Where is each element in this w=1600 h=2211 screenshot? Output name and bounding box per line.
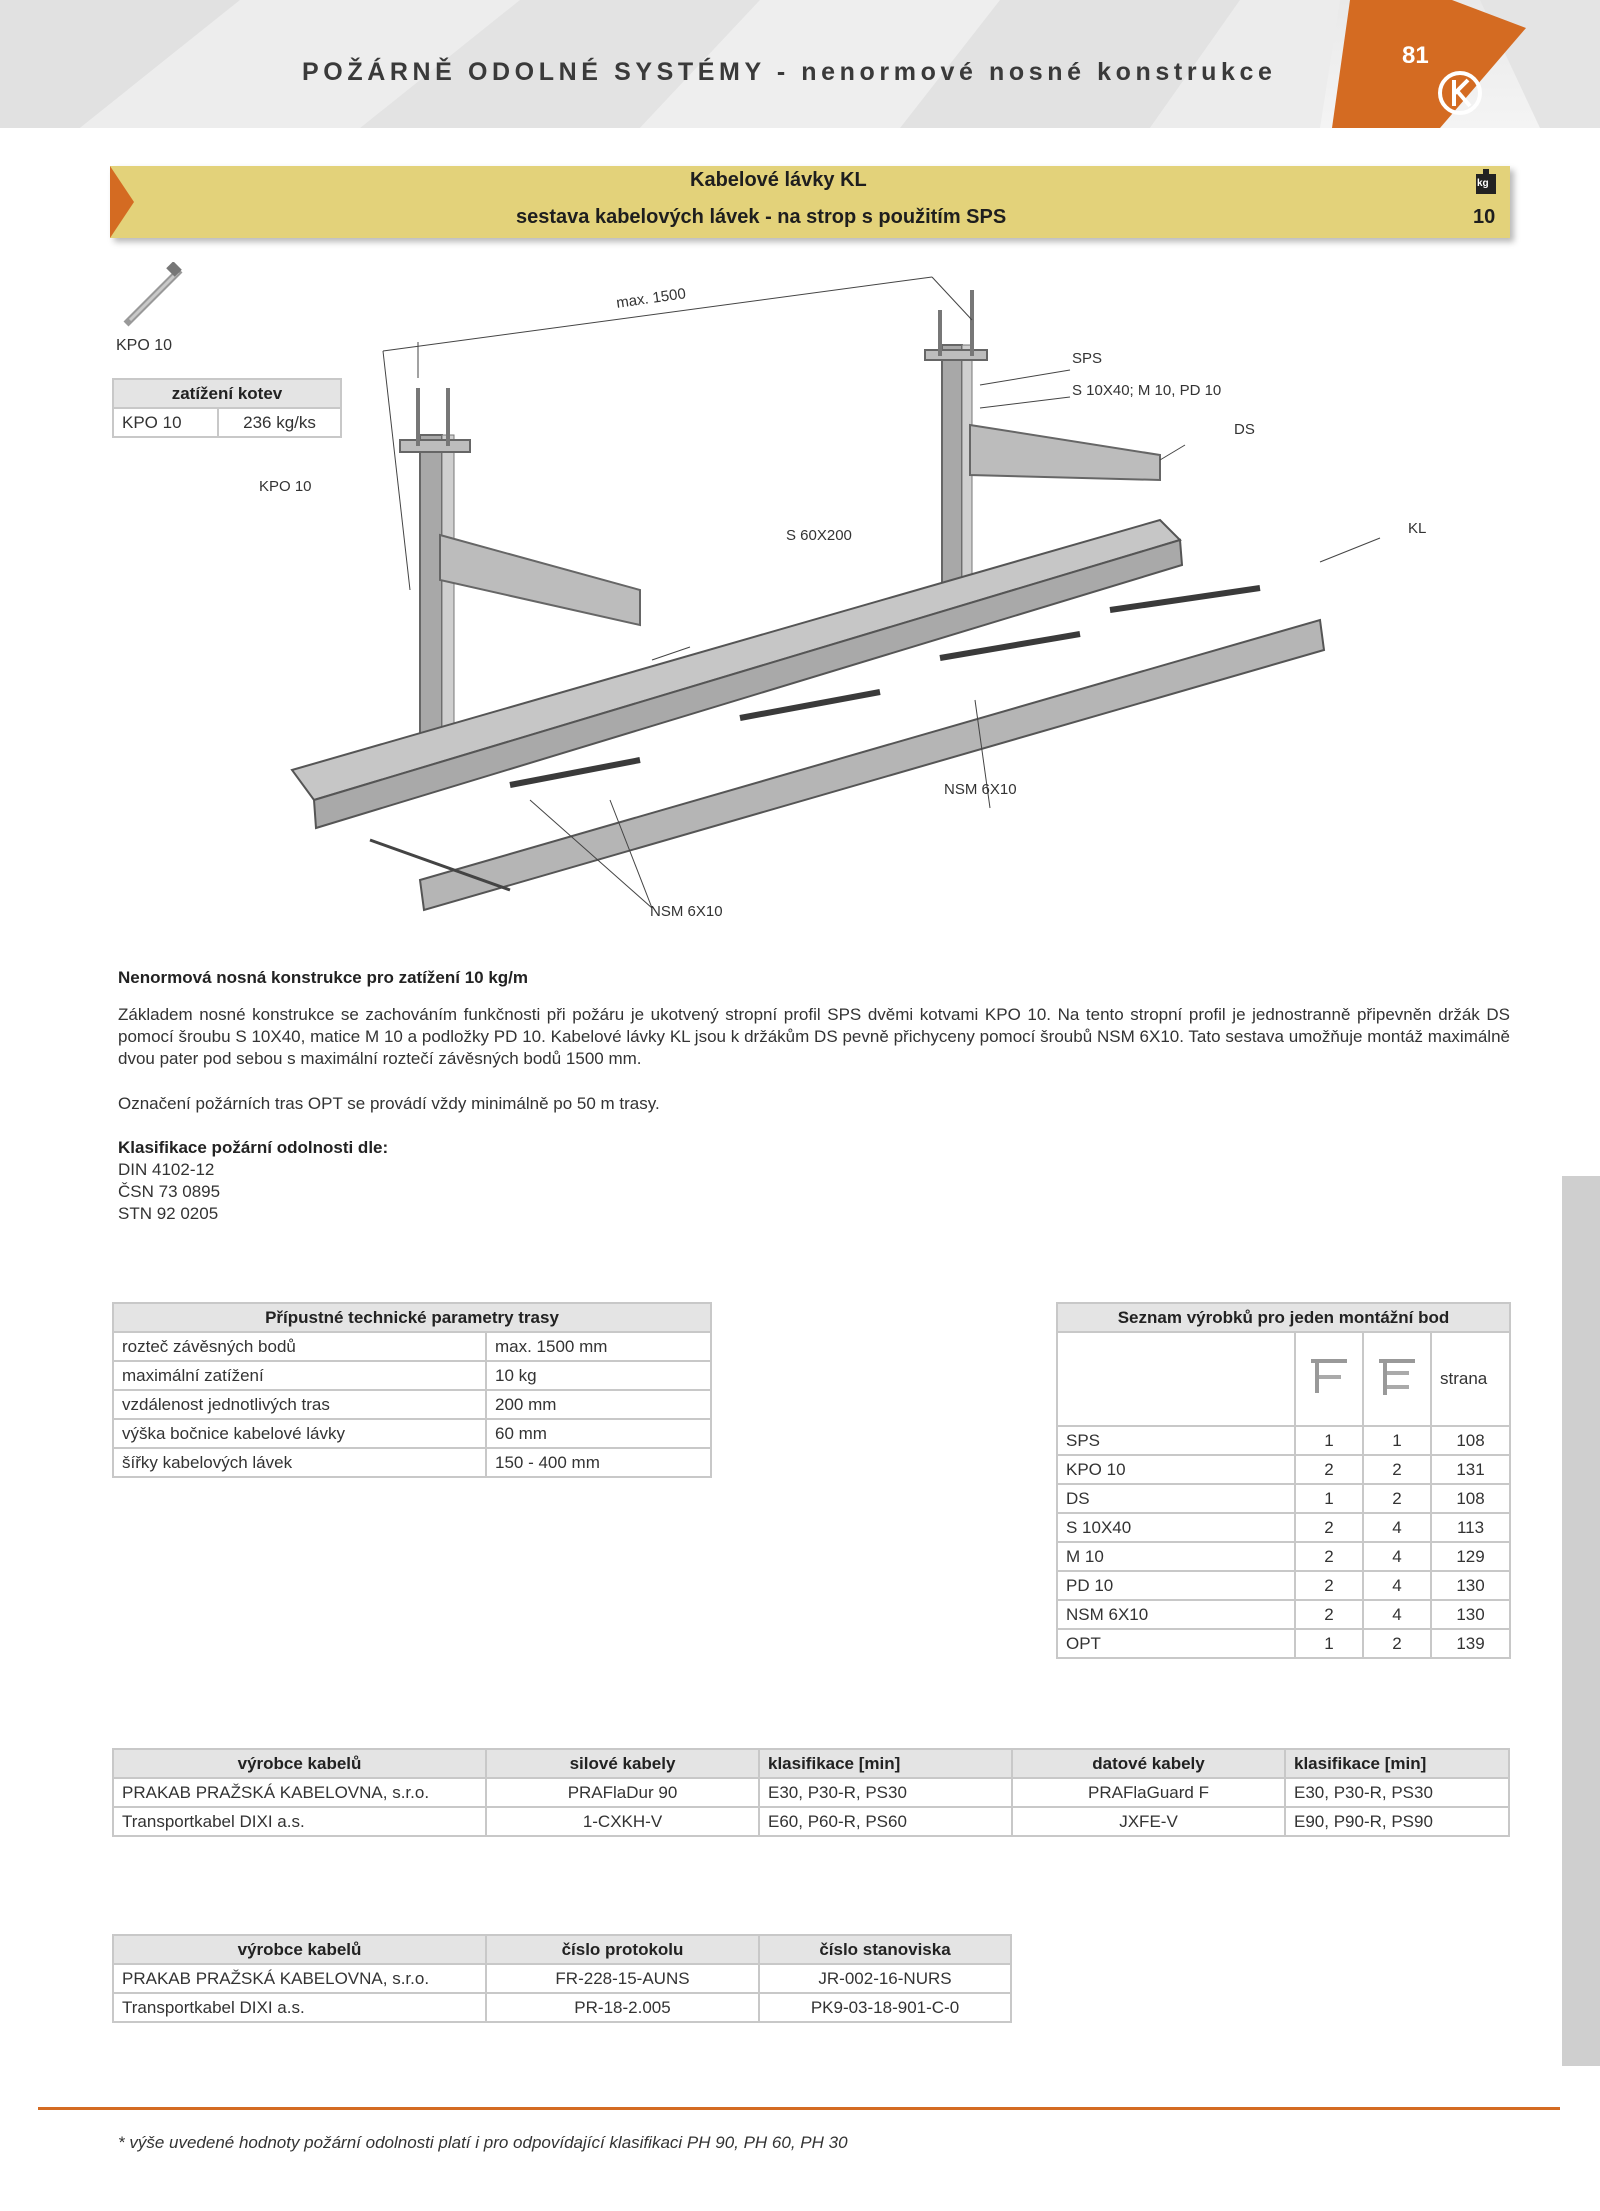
label-screw: S 10X40; M 10, PD 10 (1072, 382, 1222, 399)
column-header: číslo protokolu (486, 1935, 759, 1964)
table-row (113, 1390, 711, 1419)
label-nsm-lower: NSM 6X10 (650, 903, 723, 920)
table-cell: 60 mm (486, 1419, 711, 1448)
table-cell: PD 10 (1057, 1571, 1295, 1600)
header-title: POŽÁRNĚ ODOLNÉ SYSTÉMY - nenormové nosné konstrukce (302, 58, 1277, 86)
section-title: Kabelové lávky KL (690, 169, 867, 191)
table-cell: maximální zatížení (113, 1361, 486, 1390)
column-header: výrobce kabelů (113, 1749, 486, 1778)
label-s60: S 60X200 (786, 527, 852, 544)
table-row (1057, 1542, 1510, 1571)
table-cell: 1 (1295, 1484, 1363, 1513)
products-per-mount-table (1056, 1302, 1511, 1659)
column-header: klasifikace [min] (1285, 1749, 1509, 1778)
table-cell: Transportkabel DIXI a.s. (113, 1993, 486, 2022)
label-sps: SPS (1072, 350, 1103, 367)
table-cell: 2 (1295, 1600, 1363, 1629)
table-cell: max. 1500 mm (486, 1332, 711, 1361)
classification-heading: Klasifikace požární odolnosti dle: (118, 1138, 389, 1157)
table-row (113, 1778, 1509, 1807)
table-cell: 1-CXKH-V (486, 1807, 759, 1836)
table-row (113, 1964, 1011, 1993)
table-row (1057, 1571, 1510, 1600)
opt-note: Označení požárních tras OPT se provádí vždy minimálně po 50 m trasy. (118, 1094, 660, 1113)
table-row (1057, 1513, 1510, 1542)
table-cell: šířky kabelových lávek (113, 1448, 486, 1477)
load-heading: Nenormová nosná konstrukce pro zatížení 10 kg/m (118, 968, 529, 987)
table-cell: 2 (1295, 1542, 1363, 1571)
table-cell: 130 (1431, 1571, 1510, 1600)
products-header: Seznam výrobků pro jeden montážní bod (1057, 1303, 1510, 1332)
table-cell: 2 (1363, 1455, 1431, 1484)
table-cell: OPT (1057, 1629, 1295, 1658)
route-parameters-table (112, 1302, 712, 1478)
protocol-table (112, 1934, 1012, 2023)
column-header: silové kabely (486, 1749, 759, 1778)
table-cell: Transportkabel DIXI a.s. (113, 1807, 486, 1836)
table-cell: 1 (1363, 1426, 1431, 1455)
label-ds: DS (1234, 421, 1255, 438)
anchor-bolt-icon (118, 262, 188, 332)
table-row (113, 1993, 1011, 2022)
table-cell: 2 (1363, 1484, 1431, 1513)
label-nsm-upper: NSM 6X10 (944, 781, 1017, 798)
table-cell: 130 (1431, 1600, 1510, 1629)
table-cell: E30, P30-R, PS30 (1285, 1778, 1509, 1807)
table-cell: rozteč závěsných bodů (113, 1332, 486, 1361)
table-cell: PRAKAB PRAŽSKÁ KABELOVNA, s.r.o. (113, 1778, 486, 1807)
weight-icon-label: kg (1477, 178, 1489, 189)
table-cell: 2 (1295, 1571, 1363, 1600)
table-cell: E90, P90-R, PS90 (1285, 1807, 1509, 1836)
page-column-header: strana (1431, 1332, 1510, 1426)
table-cell: PK9-03-18-901-C-0 (759, 1993, 1011, 2022)
table-cell: 10 kg (486, 1361, 711, 1390)
table-cell: 1 (1295, 1426, 1363, 1455)
table-cell: 113 (1431, 1513, 1510, 1542)
table-row (1057, 1629, 1510, 1658)
label-kpo: KPO 10 (259, 478, 312, 495)
table-cell: 108 (1431, 1484, 1510, 1513)
table-row (113, 1807, 1509, 1836)
column-header: klasifikace [min] (759, 1749, 1012, 1778)
table-row (1057, 1455, 1510, 1484)
table-cell: 4 (1363, 1513, 1431, 1542)
table-cell: S 10X40 (1057, 1513, 1295, 1542)
table-cell: 200 mm (486, 1390, 711, 1419)
table-cell: KPO 10 (113, 408, 218, 437)
table-cell: KPO 10 (1057, 1455, 1295, 1484)
single-tier-icon (1295, 1332, 1363, 1426)
table-cell: PRAFlaGuard F (1012, 1778, 1285, 1807)
footnote: * výše uvedené hodnoty požární odolnosti platí i pro odpovídající klasifikaci PH 90, PH 60, PH 30 (118, 2133, 848, 2152)
column-header: výrobce kabelů (113, 1935, 486, 1964)
anchor-label: KPO 10 (116, 337, 173, 354)
standard-item: DIN 4102-12 (118, 1160, 215, 1179)
table-cell: 2 (1363, 1629, 1431, 1658)
table-cell: PR-18-2.005 (486, 1993, 759, 2022)
table-cell: PRAFlaDur 90 (486, 1778, 759, 1807)
table-cell: 129 (1431, 1542, 1510, 1571)
label-max-span: max. 1500 (615, 285, 687, 312)
table-cell: NSM 6X10 (1057, 1600, 1295, 1629)
table-cell: 131 (1431, 1455, 1510, 1484)
table-cell: 4 (1363, 1542, 1431, 1571)
table-cell: DS (1057, 1484, 1295, 1513)
table-cell: 236 kg/ks (218, 408, 341, 437)
anchor-load-header: zatížení kotev (113, 379, 341, 408)
standard-item: STN 92 0205 (118, 1204, 219, 1223)
section-subtitle: sestava kabelových lávek - na strop s použitím SPS (516, 206, 1007, 228)
band-arrow-icon (110, 166, 136, 238)
table-cell: 108 (1431, 1426, 1510, 1455)
table-row (113, 1448, 711, 1477)
table-row (113, 1419, 711, 1448)
page-number: 81 (1402, 42, 1429, 69)
params-header: Přípustné technické parametry trasy (113, 1303, 711, 1332)
table-cell: PRAKAB PRAŽSKÁ KABELOVNA, s.r.o. (113, 1964, 486, 1993)
description-paragraph: Základem nosné konstrukce se zachováním funkčnosti při požáru je ukotvený stropní profil SPS dvěmi kotvami KPO 10. Na tento stropní profil je jednostranně připevněn držák DS pomocí šroubu S 10X40, matice M 10 a podložky PD 10. Kabelové lávky KL jsou k držákům DS pevně přichyceny pomocí šroubů NSM 6X10. Tato sestava umožňuje montáž maximálně dvou pater pod sebou s maximální roztečí závěsných bodů 1500 mm. (118, 1005, 1510, 1068)
table-cell: vzdálenost jednotlivých tras (113, 1390, 486, 1419)
table-cell: JXFE-V (1012, 1807, 1285, 1836)
column-header: datové kabely (1012, 1749, 1285, 1778)
table-cell: SPS (1057, 1426, 1295, 1455)
table-row (113, 1361, 711, 1390)
weight-value: 10 (1473, 206, 1496, 228)
table-cell: výška bočnice kabelové lávky (113, 1419, 486, 1448)
table-cell: JR-002-16-NURS (759, 1964, 1011, 1993)
table-row (113, 1332, 711, 1361)
table-row (1057, 1484, 1510, 1513)
table-cell: 139 (1431, 1629, 1510, 1658)
column-header: číslo stanoviska (759, 1935, 1011, 1964)
page-number-tab (1330, 0, 1530, 128)
table-cell: FR-228-15-AUNS (486, 1964, 759, 1993)
table-row (1057, 1600, 1510, 1629)
label-kl: KL (1408, 520, 1427, 537)
table-cell: 4 (1363, 1600, 1431, 1629)
table-row (1057, 1426, 1510, 1455)
cable-classification-table (112, 1748, 1510, 1837)
table-row (1057, 1332, 1510, 1426)
table-cell: M 10 (1057, 1542, 1295, 1571)
table-cell: 150 - 400 mm (486, 1448, 711, 1477)
cable-tray-assembly-diagram (280, 260, 1440, 920)
footer-divider (38, 2107, 1560, 2110)
table-cell: E60, P60-R, PS60 (759, 1807, 1012, 1836)
table-cell: 2 (1295, 1513, 1363, 1542)
standard-item: ČSN 73 0895 (118, 1182, 221, 1201)
table-cell: 4 (1363, 1571, 1431, 1600)
table-cell: 2 (1295, 1455, 1363, 1484)
table-cell: E30, P30-R, PS30 (759, 1778, 1012, 1807)
double-tier-icon (1363, 1332, 1431, 1426)
table-cell: 1 (1295, 1629, 1363, 1658)
side-tab (1562, 1176, 1600, 2066)
